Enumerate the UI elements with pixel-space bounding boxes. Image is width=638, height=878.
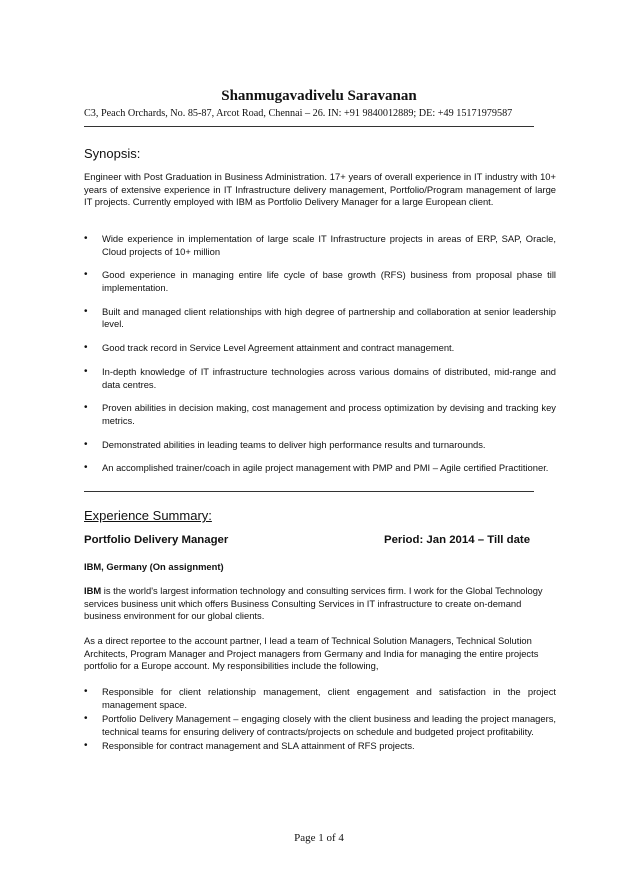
list-item	[84, 740, 556, 753]
synopsis-intro: Engineer with Post Graduation in Business Administration. 17+ years of overall experience in IT industry with 10+ years of extensive experience in IT Infrastructure delivery management, Portfolio/Program management of large IT projects. Currently employed with IBM as Portfolio Delivery Manager for a large European client.	[84, 171, 556, 208]
bullet-icon: •	[84, 305, 88, 317]
experience-bullet-list	[84, 686, 556, 755]
responsibilities-intro: As a direct reportee to the account partner, I lead a team of Technical Solution Managers, Technical Solution Architects, Program Manager and Project managers from Germany and India for managing the entire projects portfolio for a Europe account. My responsibilities include the following,	[84, 635, 539, 672]
role-period: Period: Jan 2014 – Till date	[384, 534, 531, 546]
employer-location: IBM, Germany (On assignment)	[84, 561, 224, 572]
company-description-text: is the world's largest information technology and consulting services firm. I work for the Global Technology services business unit which offers Business Consulting Services in IT infrastructure to create on-demand business environment for our global clients.	[84, 585, 543, 622]
list-item	[84, 686, 556, 711]
bullet-icon: •	[84, 342, 88, 354]
page-number: Page 1 of 4	[294, 832, 344, 844]
bullet-text: Good experience in managing entire life cycle of base growth (RFS) business from proposal phase till implementation.	[102, 269, 556, 293]
bullet-icon: •	[84, 233, 88, 244]
role-title: Portfolio Delivery Manager	[84, 534, 229, 546]
bullet-text: Responsible for client relationship management, client engagement and satisfaction in the project management space.	[102, 686, 556, 710]
bullet-icon: •	[84, 686, 88, 697]
bullet-text: An accomplished trainer/coach in agile project management with PMP and PMI – Agile certified Practitioner.	[102, 462, 549, 474]
bullet-text: Responsible for contract management and SLA attainment of RFS projects.	[102, 740, 415, 752]
company-description	[84, 585, 556, 623]
bullet-icon: •	[84, 740, 88, 752]
synopsis-bullet-list	[84, 233, 556, 486]
bullet-text: Built and managed client relationships with high degree of partnership and collaboration at senior leadership level.	[102, 305, 556, 330]
candidate-name: Shanmugavadivelu Saravanan	[221, 88, 417, 104]
company-name: IBM	[84, 585, 102, 596]
header-divider	[84, 126, 534, 127]
bullet-text: Wide experience in implementation of large scale IT Infrastructure projects in areas of ERP, SAP, Oracle, Cloud projects of 10+ million	[102, 233, 556, 257]
list-item	[84, 233, 556, 258]
bullet-text: In-depth knowledge of IT infrastructure technologies across various domains of distributed, mid-range and data centres.	[102, 365, 556, 390]
list-item	[84, 439, 556, 452]
bullet-icon: •	[84, 365, 88, 377]
bullet-text: Portfolio Delivery Management – engaging closely with the client business and leading the project managers, technical teams for ensuring delivery of contracts/projects on schedule and budgeted project profitability.	[102, 713, 556, 737]
list-item	[84, 402, 556, 427]
synopsis-heading: Synopsis:	[84, 146, 141, 161]
bullet-icon: •	[84, 713, 88, 725]
list-item	[84, 366, 556, 391]
experience-heading: Experience Summary:	[84, 508, 212, 523]
bullet-icon: •	[84, 462, 88, 474]
synopsis-divider	[84, 491, 534, 492]
bullet-icon: •	[84, 438, 88, 450]
list-item	[84, 269, 556, 294]
list-item	[84, 342, 556, 355]
bullet-icon: •	[84, 402, 88, 414]
list-item	[84, 306, 556, 331]
bullet-text: Proven abilities in decision making, cost management and process optimization by devising and tracking key metrics.	[102, 402, 556, 426]
bullet-text: Demonstrated abilities in leading teams to deliver high performance results and turnarounds.	[102, 438, 486, 450]
list-item	[84, 462, 556, 475]
contact-address: C3, Peach Orchards, No. 85-87, Arcot Road, Chennai – 26. IN: +91 9840012889; DE: +49 15171979587	[84, 108, 513, 119]
bullet-icon: •	[84, 269, 88, 281]
bullet-text: Good track record in Service Level Agreement attainment and contract management.	[102, 342, 455, 354]
list-item	[84, 713, 556, 738]
